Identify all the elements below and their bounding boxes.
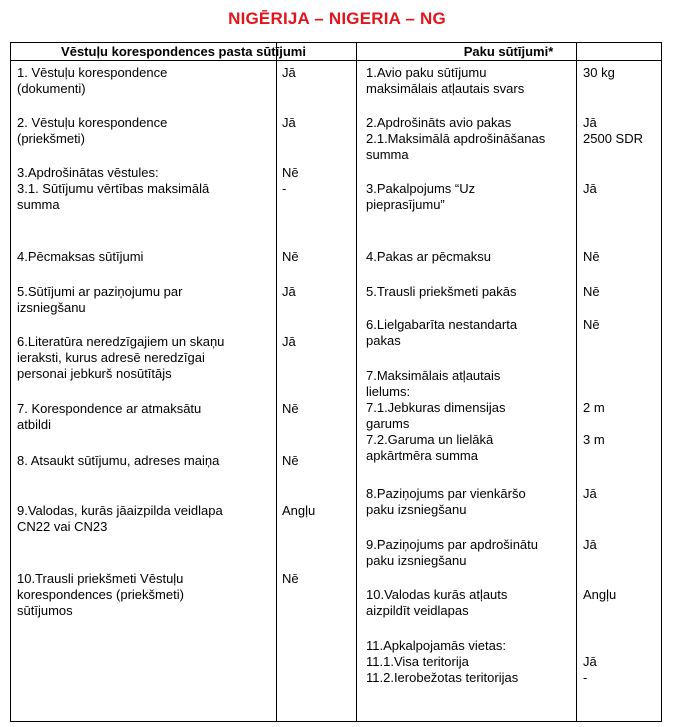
parcel-item-label: 1.Avio paku sūtījumu maksimālais atļautais svars: [366, 65, 525, 96]
letter-item-value: Nē: [282, 453, 299, 468]
letter-item-value: Nē -: [282, 165, 299, 196]
parcel-item-label: 11.Apkalpojamās vietas: 11.1.Visa teritorija 11.2.Ierobežotas teritorijas: [366, 638, 519, 685]
services-table: [10, 42, 662, 722]
letter-item-label: 8. Atsaukt sūtījumu, adreses maiņa: [17, 453, 220, 468]
letter-item-label: 10.Trausli priekšmeti Vēstuļu korespondences (priekšmeti) sūtījumos: [17, 571, 184, 618]
letter-item-label: 9.Valodas, kurās jāaizpilda veidlapa CN22 vai CN23: [17, 503, 223, 534]
parcel-item-value: Jā: [583, 181, 597, 196]
column-divider: [276, 43, 277, 721]
parcel-item-value: Nē: [583, 284, 600, 299]
parcel-item-label: 5.Trausli priekšmeti pakās: [366, 284, 517, 299]
parcel-item-label: 4.Pakas ar pēcmaksu: [366, 249, 492, 264]
letter-item-value: Nē: [282, 401, 299, 416]
parcel-item-value: Nē: [583, 249, 600, 264]
letter-item-label: 5.Sūtījumi ar paziņojumu par izsniegšanu: [17, 284, 183, 315]
letter-item-label: 7. Korespondence ar atmaksātu atbildi: [17, 401, 202, 432]
header-letter-services: Vēstuļu korespondences pasta sūtījumi: [61, 44, 306, 59]
letter-item-label: 4.Pēcmaksas sūtījumi: [17, 249, 144, 264]
letter-item-value: Jā: [282, 334, 296, 349]
parcel-item-label: 3.Pakalpojums “Uz pieprasījumu”: [366, 181, 476, 212]
letter-item-label: 6.Literatūra neredzīgajiem un skaņu ieraksti, kurus adresē neredzīgai personai jebkurš nosūtītājs: [17, 334, 225, 381]
letter-item-value: Jā: [282, 284, 296, 299]
parcel-item-value: Angļu: [583, 587, 617, 602]
parcel-item-label: 10.Valodas kurās atļauts aizpildīt veidlapas: [366, 587, 508, 618]
letter-item-value: Nē: [282, 571, 299, 586]
letter-item-value: Jā: [282, 65, 296, 80]
parcel-item-label: 9.Paziņojums par apdrošinātu paku izsniegšanu: [366, 537, 538, 568]
parcel-item-value: 30 kg: [583, 65, 615, 80]
letter-item-label: 2. Vēstuļu korespondence (priekšmeti): [17, 115, 168, 146]
parcel-item-value: Jā: [583, 537, 597, 552]
parcel-item-value: Nē: [583, 317, 600, 332]
column-divider: [356, 43, 357, 721]
page-title: NIGĒRIJA – NIGERIA – NG: [228, 9, 446, 28]
parcel-item-label: 6.Lielgabarīta nestandarta pakas: [366, 317, 518, 348]
parcel-item-value: Jā 2500 SDR: [583, 115, 643, 146]
letter-item-value: Nē: [282, 249, 299, 264]
header-divider: [11, 60, 661, 61]
header-parcel-services: Paku sūtījumi*: [463, 44, 554, 59]
parcel-item-value: Jā -: [583, 654, 597, 685]
parcel-item-value: 2 m 3 m: [583, 400, 605, 447]
parcel-item-value: Jā: [583, 486, 597, 501]
parcel-item-label: 8.Paziņojums par vienkāršo paku izsniegšanu: [366, 486, 526, 517]
column-divider: [576, 43, 577, 721]
letter-item-value: Jā: [282, 115, 296, 130]
letter-item-label: 3.Apdrošinātas vēstules: 3.1. Sūtījumu vērtības maksimālā summa: [17, 165, 210, 212]
letter-item-value: Angļu: [282, 503, 316, 518]
letter-item-label: 1. Vēstuļu korespondence (dokumenti): [17, 65, 168, 96]
parcel-item-label: 2.Apdrošināts avio pakas 2.1.Maksimālā apdrošināšanas summa: [366, 115, 546, 162]
parcel-item-label: 7.Maksimālais atļautais lielums: 7.1.Jebkuras dimensijas garums 7.2.Garuma un lielākā apkārtmēra summa: [366, 368, 506, 463]
